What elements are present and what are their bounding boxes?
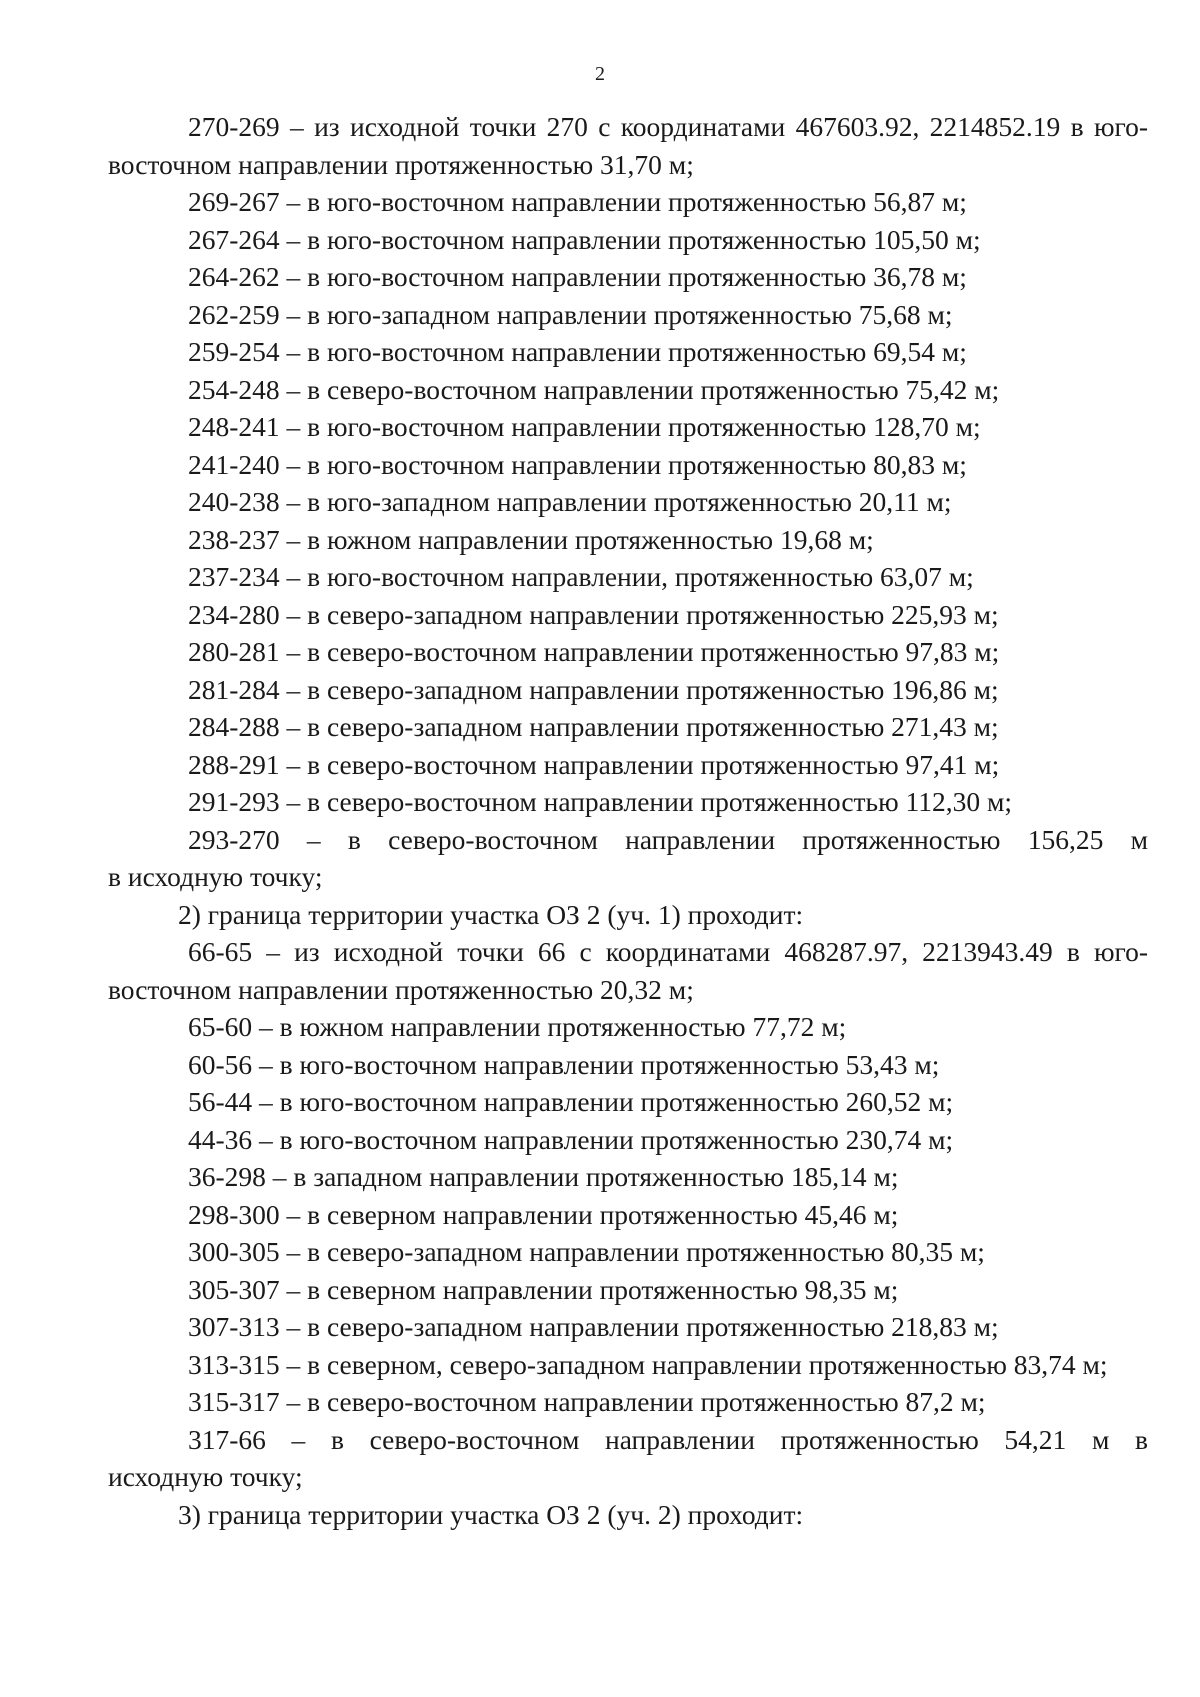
paragraph: 300-305 – в северо-западном направлении протяженностью 80,35 м; <box>188 1236 985 1267</box>
paragraph: 313-315 – в северном, северо-западном направлении протяженностью 83,74 м; <box>188 1348 1108 1380</box>
paragraph: 281-284 – в северо-западном направлении протяженностью 196,86 м; <box>188 673 999 705</box>
section-heading: 3) граница территории участка ОЗ 2 (уч. 2) проходит: <box>178 1498 804 1530</box>
paragraph: 56-44 – в юго-восточном направлении протяженностью 260,52 м; <box>188 1086 954 1117</box>
paragraph: 307-313 – в северо-западном направлении протяженностью 218,83 м; <box>188 1311 999 1342</box>
paragraph: 234-280 – в северо-западном направлении протяженностью 225,93 м; <box>188 598 999 630</box>
paragraph: 60-56 – в юго-восточном направлении протяженностью 53,43 м; <box>188 1048 940 1080</box>
paragraph: 237-234 – в юго-восточном направлении, протяженностью 63,07 м; <box>188 561 974 592</box>
paragraph: 298-300 – в северном направлении протяженностью 45,46 м; <box>188 1198 899 1230</box>
paragraph: в исходную точку; <box>108 861 323 892</box>
paragraph: 280-281 – в северо-восточном направлении протяженностью 97,83 м; <box>188 636 1000 667</box>
paragraph: 248-241 – в юго-восточном направлении протяженностью 128,70 м; <box>188 411 981 442</box>
paragraph: 44-36 – в юго-восточном направлении протяженностью 230,74 м; <box>188 1123 954 1155</box>
paragraph: 264-262 – в юго-восточном направлении протяженностью 36,78 м; <box>188 261 967 292</box>
paragraph: 291-293 – в северо-восточном направлении протяженностью 112,30 м; <box>188 786 1013 817</box>
paragraph: 238-237 – в южном направлении протяженностью 19,68 м; <box>188 523 874 555</box>
paragraph: 240-238 – в юго-западном направлении протяженностью 20,11 м; <box>188 486 952 517</box>
paragraph: 254-248 – в северо-восточном направлении протяженностью 75,42 м; <box>188 373 1000 405</box>
paragraph: 317-66 – в северо-восточном направлении протяженностью 54,21 м в <box>188 1423 1148 1455</box>
paragraph: 259-254 – в юго-восточном направлении протяженностью 69,54 м; <box>188 336 967 367</box>
paragraph: 315-317 – в северо-восточном направлении протяженностью 87,2 м; <box>188 1386 986 1417</box>
paragraph: 66-65 – из исходной точки 66 с координатами 468287.97, 2213943.49 в юго-восточном направлении протяженностью 20,32 м; <box>108 936 1148 1005</box>
page-number: 2 <box>595 63 605 85</box>
paragraph: 262-259 – в юго-западном направлении протяженностью 75,68 м; <box>188 298 953 330</box>
paragraph: 284-288 – в северо-западном направлении протяженностью 271,43 м; <box>188 711 999 742</box>
paragraph: 36-298 – в западном направлении протяженностью 185,14 м; <box>188 1161 899 1192</box>
paragraph: 65-60 – в южном направлении протяженностью 77,72 м; <box>188 1011 847 1042</box>
paragraph: 267-264 – в юго-восточном направлении протяженностью 105,50 м; <box>188 223 981 255</box>
paragraph: 269-267 – в юго-восточном направлении протяженностью 56,87 м; <box>188 186 967 217</box>
paragraph: 270-269 – из исходной точки 270 с координатами 467603.92, 2214852.19 в юго-восточном направлении протяженностью 31,70 м; <box>108 111 1148 180</box>
section-heading: 2) граница территории участка ОЗ 2 (уч. 1) проходит: <box>178 898 804 930</box>
document-body <box>108 108 1148 1533</box>
paragraph: 241-240 – в юго-восточном направлении протяженностью 80,83 м; <box>188 448 967 480</box>
paragraph: исходную точку; <box>108 1461 303 1492</box>
paragraph: 293-270 – в северо-восточном направлении протяженностью 156,25 м <box>188 823 1148 855</box>
paragraph: 288-291 – в северо-восточном направлении протяженностью 97,41 м; <box>188 748 1000 780</box>
paragraph: 305-307 – в северном направлении протяженностью 98,35 м; <box>188 1273 899 1305</box>
